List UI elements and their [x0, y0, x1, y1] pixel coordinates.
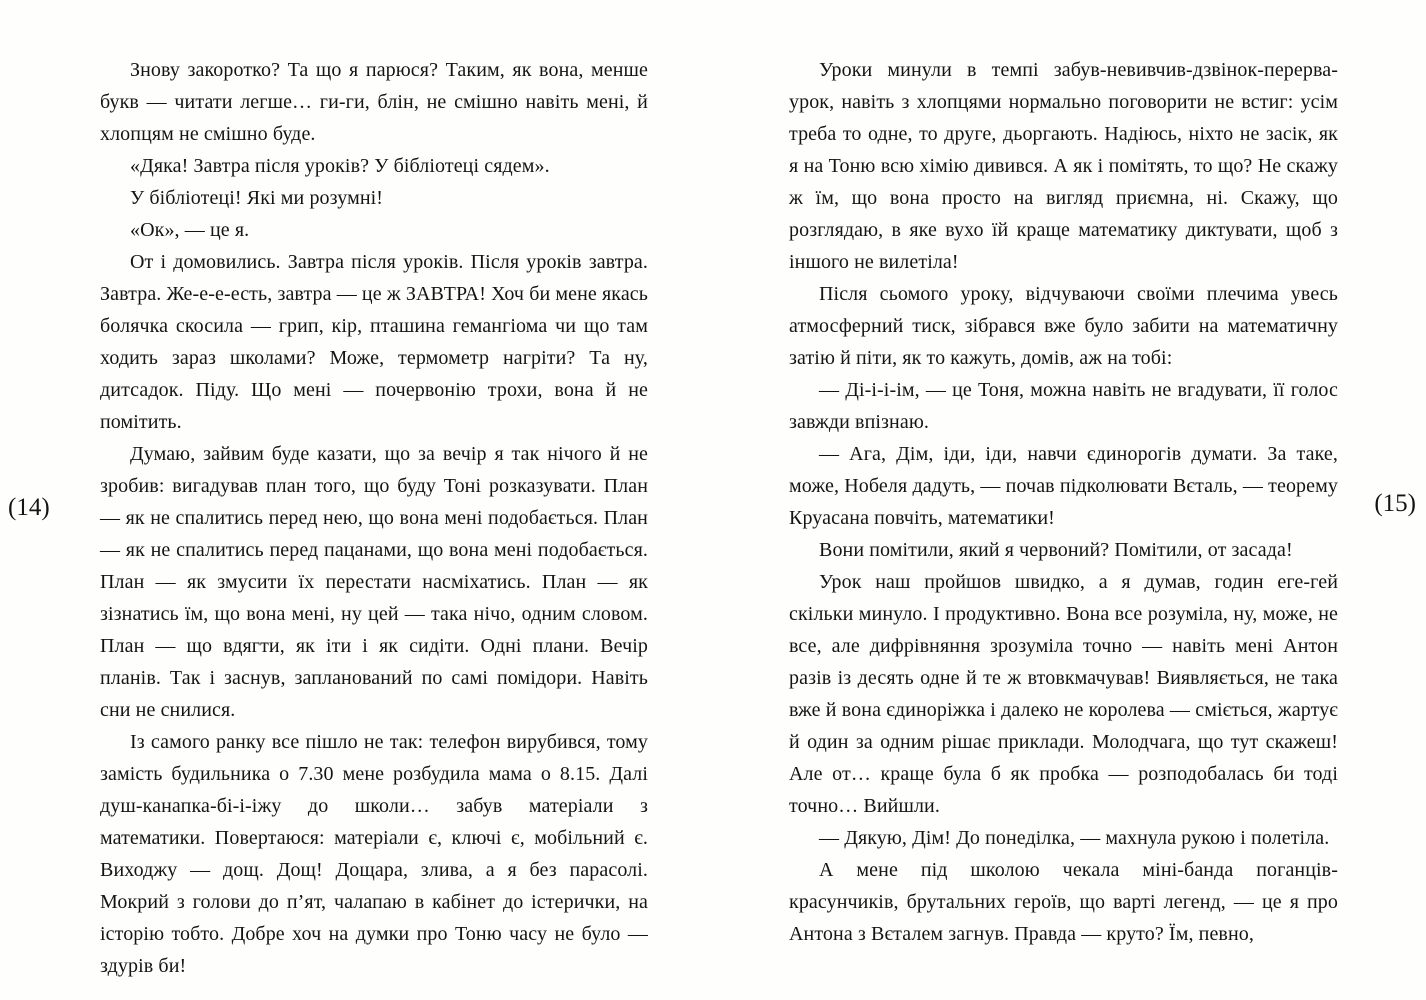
paragraph: От і домовились. Завтра після уроків. Після уроків завтра. Завтра. Же-е-е-есть, завтра — це ж ЗАВТРА! Хоч би мене якась болячка скосила — грип, кір, пташина гемангіома чи що там ходить зараз школами? Може, термометр нагріти? Та ну, дитсадок. Піду. Що мені — почервонію трохи, вона й не помітить. — [100, 251, 648, 433]
page-number-left: (14) — [8, 494, 50, 521]
paragraph: Із самого ранку все пішло не так: телефон вирубився, тому замість будильника о 7.30 мене розбудила мама о 8.15. Далі душ-канапка-бі-і-іжу до школи… забув матеріали з математики. Повертаюся: матеріали є, ключі є, мобільний є. Виходжу — дощ. Дощ! Дощара, злива, а я без парасолі. Мокрий з голови до п’ят, чалапаю в кабінет до істерички, на історію тобто. Добре хоч на думки про Тоню часу не було — здурів би! — [100, 731, 648, 977]
paragraph: Після сьомого уроку, відчуваючи своїми плечима увесь атмосферний тиск, зібрався вже було забити на математичну затію й піти, як то кажуть, домів, аж на тобі: — [789, 283, 1338, 369]
paragraph: — Ага, Дім, іди, іди, навчи єдинорогів думати. За таке, може, Нобеля дадуть, — почав підколювати Вєталь, — теорему Круасана повчіть, математики! — [789, 443, 1338, 529]
paragraph: — Дякую, Дім! До понеділка, — махнула рукою і полетіла. — [819, 827, 1330, 849]
right-page-text — [789, 0, 1338, 950]
paragraph: Думаю, зайвим буде казати, що за вечір я так нічого й не зробив: вигадував план того, що буду Тоні розказувати. План — як не спалитись перед нею, що вона мені подобається. План — як не спалитись перед пацанами, що вона мені подобається. План — як змусити їх перестати насміхатись. План — як зізнатись їм, що вона мені, ну цей — така нічо, одним словом. План — що вдягти, як іти і як сидіти. Одні плани. Вечір планів. Так і заснув, запланований по самі помідори. Навіть сни не снилися. — [100, 443, 648, 721]
right-page — [789, 0, 1338, 950]
paragraph: Урок наш пройшов швидко, а я думав, годин еге-гей скільки минуло. І продуктивно. Вона все розуміла, ну, може, не все, але дифрівняння зрозуміла точно — навіть мені Антон разів із десять одне й те ж втовкмачував! Виявляється, не така вже й вона єдиноріжка і далеко не королева — сміється, жартує й один за одним рішає приклади. Молодчага, що тут скажеш! Але от… краще була б як пробка — розподобалась би тоді точно… Вийшли. — [789, 571, 1338, 817]
left-page — [100, 0, 648, 982]
paragraph: Знову закоротко? Та що я парюся? Таким, як вона, менше букв — читати легше… ги-ги, блін, не смішно навіть мені, й хлопцям не смішно буде. — [100, 59, 648, 145]
paragraph: «Ок», — це я. — [130, 219, 250, 241]
paragraph: — Ді-і-і-ім, — це Тоня, можна навіть не вгадувати, її голос завжди впізнаю. — [789, 379, 1338, 433]
paragraph: «Дяка! Завтра після уроків? У бібліотеці сядем». — [130, 155, 550, 177]
left-page-text — [100, 0, 648, 982]
paragraph: Уроки минули в темпі забув-невивчив-дзвінок-перерва-урок, навіть з хлопцями нормально поговорити не встиг: усім треба то одне, то друге, дьоргають. Надіюсь, ніхто не засік, як я на Тоню всю хімію дивився. А як і помітять, то що? Не скажу ж їм, що вона просто на вигляд приємна, ні. Скажу, що розглядаю, в яке вухо їй краще математику диктувати, щоб з іншого не вилетіла! — [789, 59, 1338, 273]
paragraph: Вони помітили, який я червоний? Помітили, от засада! — [819, 539, 1293, 561]
paragraph: А мене під школою чекала міні-банда поганців-красунчиків, брутальних героїв, що варті легенд, — це я про Антона з Вєталем загнув. Правда — круто? Їм, певно, — [789, 859, 1338, 945]
paragraph: У бібліотеці! Які ми розумні! — [130, 187, 384, 209]
page-number-right: (15) — [1374, 490, 1416, 517]
